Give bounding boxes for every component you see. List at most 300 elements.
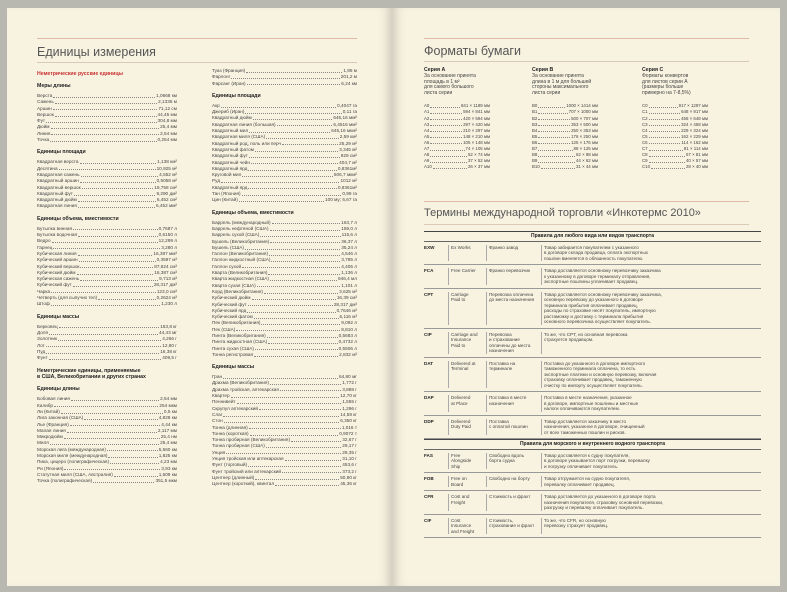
unit-value: 44,45 мм [157,111,177,117]
incoterm-russian-line: до места назначения [489,297,535,302]
leader-dots [52,238,158,243]
incoterm-english-line: Free on [451,476,467,481]
unit-value: 32,67 г [342,437,357,443]
unit-name: Фарсанг (Иран) [212,80,246,86]
unit-value: 1,95 м [343,68,357,73]
left-page [7,8,392,586]
leader-dots [80,159,157,164]
leader-dots [253,115,333,120]
leader-dots [242,172,333,177]
incoterm-description-line: То же, что CFR, но основную [544,517,606,523]
leader-dots [250,431,339,436]
right-page [392,8,780,586]
leader-dots [54,403,158,408]
leader-dots [108,453,157,458]
unit-name: Кубический дюйм [37,269,76,275]
unit-name: Фунт (торговый) [212,462,248,468]
incoterm-description [541,419,761,436]
unit-value: 917 × 1297 мм [678,103,708,109]
unit-name: Статутная миля (США, Австралия) [37,471,113,477]
leader-dots [51,124,160,129]
unit-name: В2 [532,115,538,121]
incoterms-group-2 [424,450,761,539]
unit-value: 6,452 мм² [155,203,177,209]
leader-dots [430,140,462,145]
unit-name: Стон [212,418,223,424]
unit-value: 645,16 мм² [333,115,357,121]
unit-value: 0,8361м² [337,165,357,171]
incoterm-english-line: Ship [451,463,461,469]
leader-dots [272,220,341,225]
unit-value: 648 × 917 мм [681,109,708,115]
incoterm-description-line: от всех таможенных пошлин и рисков. [544,429,626,435]
unit-name: А4 [424,127,430,133]
section-rule [424,201,749,202]
leader-dots [430,128,462,133]
leader-dots [114,472,158,477]
unit-name: Тонна пробирная (США) [212,443,265,449]
leader-dots [649,152,685,157]
unit-name: Квадратная сажень [37,171,80,177]
leader-dots [245,109,341,114]
unit-name: Гран [212,374,223,380]
units-block-heading: Единицы объема, вместимости [37,215,119,222]
leader-dots [251,160,338,165]
series-description: (размеры больше [642,84,684,91]
unit-value: 1,825 км [158,453,177,459]
incoterm-russian [486,518,541,535]
unit-name: Слаг [212,411,223,417]
unit-name: Чарка [37,288,51,294]
unit-name: Квадратный фатом [212,146,254,152]
unit-value: 88 × 125 мм [573,146,598,152]
unit-name: А8 [424,152,430,158]
unit-value: 31 × 44 мм [575,164,598,170]
unit-name: В9 [532,158,538,164]
incoterm-english [448,395,486,412]
leader-dots [221,103,336,108]
leader-dots [46,118,156,123]
unit-name: Туаз (Франция) [212,68,246,73]
incoterm-russian [486,395,541,412]
unit-name: Кубический фатом [212,314,253,320]
incoterm-description-line: Товар забирается покупателем с указанного [544,244,639,250]
unit-name: Фарлонг [212,74,231,80]
incoterm-english-line: Cost [451,517,461,523]
leader-dots [538,146,572,151]
unit-name: В8 [532,152,538,158]
leader-dots [64,466,160,471]
incoterm-russian-line: Перевозка [489,331,512,337]
incoterm-description-line: основного перевозчика осуществляет покупатель. [544,319,652,324]
leader-dots [223,412,339,417]
incoterm-description-line: страховку оплачивает продавец, таможенную [544,377,642,382]
incoterm-description-line: таможенного терминала оплачена, то есть [544,366,636,371]
incoterm-russian-line: Стоимость, [489,517,514,523]
incoterm-description-line: Поставка до указанного в договоре импортного [544,360,646,366]
units-block-heading: Единицы площади [37,149,86,156]
incoterm-description-line: Товар доставляется основному перевозчику заказчика [544,268,661,273]
incoterm-code: EXW [424,244,435,250]
incoterm-russian [486,494,541,511]
incoterm-description-line: к указанному в договоре терминалу отправления, [544,273,651,279]
leader-dots [649,116,680,121]
leader-dots [221,178,339,183]
unit-name: Руд [212,178,221,184]
unit-value: 12,70 кг [340,393,357,399]
unit-name: Драхма тройская, аптекарская [212,386,279,392]
incoterm-russian-line: Франко завод [489,244,519,250]
leader-dots [433,164,467,169]
unit-value: 105 × 148 мм [463,139,490,145]
unit-name: Квадратный вершок [37,184,81,190]
incoterm-english [448,361,486,389]
unit-name: Квадратный мил [212,128,249,134]
unit-value: 28,35 г [342,449,357,455]
unit-value: 453,6 г [342,462,357,468]
unit-name: Бутылка водочная [37,232,77,238]
unit-value: 44,43 мг [159,329,177,335]
leader-dots [110,459,159,464]
unit-value: 125 × 176 мм [571,139,598,145]
leader-dots [649,158,685,163]
unit-name: А6 [424,139,430,145]
unit-name: Тонна (короткая) [212,430,249,436]
incoterm-description-line: экспортные платежи и основную перевозку, включая [544,371,657,377]
unit-value: 5,560 км [158,446,177,452]
unit-name: Унция [212,449,226,455]
leader-dots [271,257,340,262]
unit-value: 4,828 км [158,415,177,421]
unit-name: Бобовая линия [37,396,70,402]
incoterm-description-line: расходы по страховке несёт покупатель, импортную [544,308,656,313]
leader-dots [73,226,158,231]
unit-value: 707 × 1000 мм [568,109,598,115]
incoterm-code: CIF [424,517,432,523]
unit-value: 2,54 мм [160,396,177,402]
incoterm-description-line: Товар доставляется заказчику в место [544,418,627,424]
unit-value: 1,138 км² [157,159,177,165]
leader-dots [249,425,341,430]
leader-dots [73,282,153,287]
unit-name: Сажень [37,99,54,105]
leader-dots [254,314,339,319]
leader-dots [430,158,467,163]
incoterm-russian [486,476,541,487]
incoterm-description-line: То же, что CPT, но основная перевозка [544,331,628,337]
format-row [642,164,708,170]
unit-name: В3 [532,121,538,127]
unit-name: Кубический вершок [37,263,80,269]
unit-value: 0,4732 л [338,339,357,345]
leader-dots [77,270,154,275]
unit-value: 946,4 мл [338,276,357,282]
unit-value: 25,4 нм [160,434,177,440]
incoterm-english-line: Duty Paid [451,424,471,429]
unit-name: С7 [642,146,648,152]
unit-value: 28,317 дм³ [333,301,357,307]
incoterm-description-line: перевалку оплачивает продавец. [544,481,615,487]
incoterm-english-line: Ex Works [451,244,471,250]
incoterm-row [424,491,761,515]
unit-value: 16,38 кг [160,348,177,354]
leader-dots [78,197,156,202]
unit-value: 3,345 м² [339,146,357,152]
incoterm-row [424,450,761,474]
unit-value: 0,5506 л [338,345,357,351]
leader-dots [430,122,462,127]
unit-value: 420 × 594 мм [463,115,490,121]
leader-dots [231,74,339,79]
units-block-row [37,355,177,361]
leader-dots [260,232,340,237]
leader-dots [246,68,342,73]
leader-dots [80,276,158,281]
leader-dots [242,264,340,269]
unit-value: 29,17 г [342,443,357,449]
unit-value: 50,80 кг [340,474,357,480]
unit-value: 12,80 г [162,342,177,348]
unit-value: 123,0 см³ [156,288,177,294]
unit-value: 0,254 мм [157,137,177,143]
unit-value: 114 × 162 мм [681,139,708,145]
incoterm-row [424,392,761,416]
incoterm-description-line: растаможку и доставку с терминала прибытия [544,313,644,319]
unit-name: Четверть (для сыпучих тел) [37,295,98,301]
incoterm-description [541,518,761,535]
paper-formats-title: Форматы бумаги [424,44,521,58]
unit-name: Кубический дюйм [212,295,251,301]
unit-name: Тонна регистровая [212,351,254,357]
unit-name: Скрупул аптекарский [212,405,258,411]
unit-name: А1 [424,109,430,115]
units-block-heading: Единицы объема, вместимости [212,209,294,216]
unit-value: 28,317 дм³ [153,282,177,288]
incoterm-row [424,242,761,266]
incoterm-english [448,476,486,487]
unit-name: А3 [424,121,430,127]
unit-value: 4,405 л [341,263,357,269]
unit-name: Квадратная линия [37,203,77,209]
incoterm-code: CFR [424,494,434,499]
leader-dots [248,166,336,171]
incoterm-russian [486,268,541,285]
incoterm-code: FAS [424,452,433,458]
title-rule [37,62,357,63]
leader-dots [59,324,159,329]
unit-value: 8,810 л [341,326,357,332]
unit-value: 87,824 см³ [154,263,177,269]
unit-value: 1,772 г [342,380,357,386]
units-column-1 [37,68,177,485]
incoterm-russian [486,332,541,354]
incoterm-russian-line: борта судна [489,458,515,463]
unit-name: Квартер [212,393,230,399]
unit-value: 115,6 л [341,232,357,238]
unit-value: 3,625 м³ [339,288,357,294]
series-description: листа серии [424,89,453,96]
unit-value: 0,2624 м³ [156,295,177,301]
leader-dots [430,103,460,108]
unit-value: 25,29 м² [339,140,357,146]
incoterm-code: DDP [424,418,434,424]
series-heading: Серия А [424,67,446,73]
unit-value: 74 × 105 мм [465,146,490,152]
leader-dots [649,146,683,151]
unit-name: В7 [532,146,538,152]
incoterm-description-line: и погрузку оплачивает покупатель. [544,463,619,469]
leader-dots [51,289,156,294]
leader-dots [269,251,340,256]
unit-value: 62 × 88 мм [575,152,598,158]
unit-name: Кварта (Великобритания) [212,270,268,276]
incoterm-description-line: Товар отгружается на судно покупателя, [544,476,631,481]
unit-name: Кубический фут [212,301,247,307]
incoterm-code: DAP [424,395,434,400]
leader-dots [649,128,680,133]
unit-value: 841 × 1189 мм [460,103,490,109]
leader-dots [538,128,570,133]
unit-name: Пика, цицеро (полиграфическая) [37,459,110,465]
unit-value: 201,2 м [340,74,357,80]
unit-value: 100 му; 6,67 га [325,197,357,203]
incoterm-english-line: Delivered at [451,360,476,366]
incoterms-section-sea-transport: Правила для морского и внутреннего водного транспорта [424,439,761,450]
leader-dots [538,140,570,145]
unit-value: 373,2 г [342,468,357,474]
series-description: примерно на 7-8,5%) [642,89,691,96]
leader-dots [277,122,333,127]
incoterm-english [448,332,486,354]
unit-name: С10 [642,164,651,170]
unit-name: С5 [642,133,648,139]
incoterm-row [424,358,761,393]
incoterm-english-line: Cost and [451,494,470,499]
unit-name: Драхма (Великобритания) [212,380,269,386]
unit-name: Галлон жидкостный (США) [212,257,271,263]
leader-dots [247,81,341,86]
unit-name: Круговой мил [212,172,242,178]
unit-value: 81 × 114 мм [683,146,708,152]
unit-value: 0,5683 л [338,332,357,338]
incoterm-english-line: Carriage [451,291,469,297]
incoterm-russian-line: Франко перевозчик [489,268,530,273]
unit-value: 28 × 40 мм [685,164,708,170]
unit-value: 16,39 см³ [336,295,357,301]
incoterm-description-line: налоги оплачиваются покупателем. [544,406,620,411]
unit-name: Пуд [37,348,46,354]
leader-dots [51,301,160,306]
unit-value: 3,280 л [161,244,177,250]
unit-name: А7 [424,146,430,152]
unit-value: 0,7646 м³ [336,307,357,313]
leader-dots [538,116,570,121]
series-description: площадь в 1 м² [424,78,460,85]
series-description: За основание принята [424,73,476,79]
unit-value: 2,54 мм [160,130,177,136]
incoterm-russian-line: назначения [489,400,514,406]
leader-dots [78,232,158,237]
leader-dots [247,308,335,313]
leader-dots [242,191,342,196]
leader-dots [538,158,575,163]
unit-name: Морская миля (международная) [37,453,108,459]
incoterm-english-line: Alongside [451,458,472,463]
leader-dots [430,152,467,157]
unit-name: Кубическая линия [37,250,77,256]
unit-name: Пек (Великобритания) [212,320,261,326]
incoterm-russian-line: оплачены до места [489,342,531,348]
units-block-heading: Единицы площади [212,92,261,99]
incoterm-english-line: and Freight [451,528,475,534]
incoterm-code: FCA [424,268,434,273]
series-description: листа серии [532,89,561,96]
unit-name: Аршин [37,105,52,111]
leader-dots [270,380,341,385]
leader-dots [264,289,338,294]
incoterm-description [541,476,761,487]
incoterm-english [448,245,486,262]
unit-value: 210 × 297 мм [463,127,490,133]
leader-dots [649,109,680,114]
unit-value: 6,4516 мм² [333,121,357,127]
unit-value: 1,230 л [161,301,177,307]
units-block-row [37,301,177,307]
unit-value: 404,7 м² [339,159,357,165]
unit-name: С0 [642,103,648,109]
unit-value: 1,296 г [342,405,357,411]
incoterm-english-line: Terminal [451,366,469,371]
section-russian-units: Неметрические русские единицы [37,71,123,77]
unit-name: Квадратный ярд [212,165,248,171]
unit-name: Ведро [37,238,51,244]
series-description: стороны максимального [532,84,589,91]
leader-dots [80,178,156,183]
unit-name: Тан (Япония) [212,191,241,197]
unit-name: Квадратный ярд [212,184,248,190]
unit-name: С6 [642,139,648,145]
unit-name: Тонна пробирная (Великобритания) [212,437,291,443]
leader-dots [53,93,155,98]
unit-value: 19,758 см² [154,184,177,190]
leader-dots [49,330,158,335]
spacer [642,96,708,103]
unit-name: Точка (полиграфическая) [37,478,93,484]
unit-name: А2 [424,115,430,121]
leader-dots [266,443,341,448]
leader-dots [223,374,338,379]
leader-dots [267,333,338,338]
unit-name: В5 [532,133,538,139]
unit-value: 25,4 мм [160,440,177,446]
unit-name: Галлон сухой [212,263,242,269]
unit-name: В4 [532,127,538,133]
incoterm-english-line: Insurance [451,523,472,528]
unit-value: 35,24 л [341,244,357,250]
unit-name: Фунт [37,355,48,361]
leader-dots [282,141,338,146]
unit-value: 0,6150 л [158,232,177,238]
leader-dots [81,172,159,177]
unit-name: В0 [532,103,538,109]
units-block-row [37,478,177,484]
unit-value: 1,0668 км [156,93,177,98]
leader-dots [270,239,340,244]
leader-dots [224,418,340,423]
unit-name: Центнер (длинный) [212,474,255,480]
incoterm-description [541,245,761,262]
units-block-heading: Единицы длины [37,386,80,393]
